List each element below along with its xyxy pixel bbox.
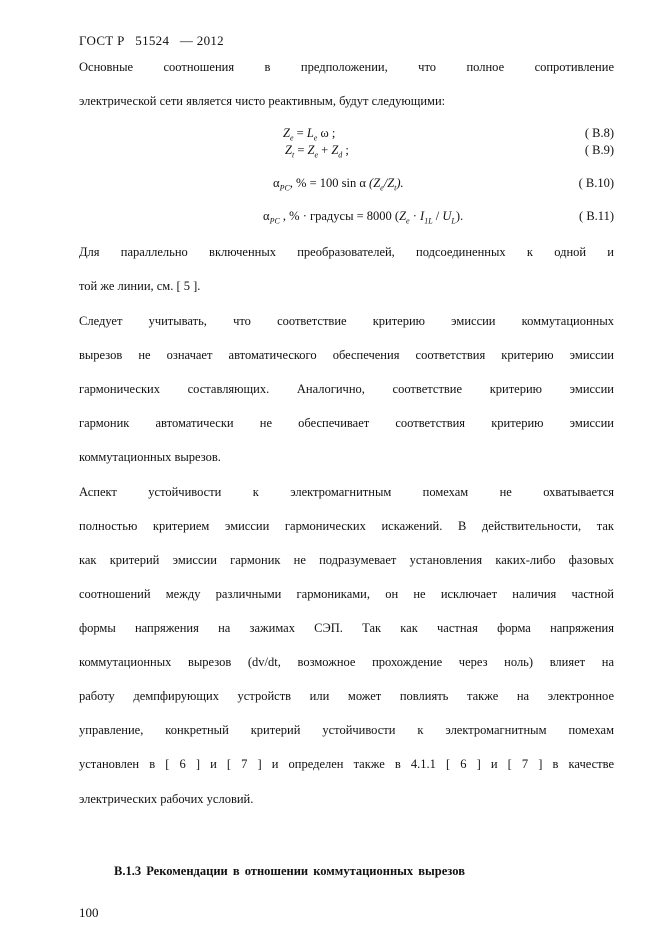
paragraph-line: как критерий эмиссии гармоник не подразумевает установления каких-либо фазовых xyxy=(79,553,614,567)
equation-b8: $Z_e = L_e$ ω ; xyxy=(283,126,336,143)
paragraph-line: той же линии, см. [ 5 ]. xyxy=(79,279,201,293)
paragraph-line: Следует учитывать, что соответствие критерию эмиссии коммутационных xyxy=(79,314,614,328)
equation-number: ( B.9) xyxy=(584,143,614,157)
paragraph-line: Основные соотношения в предположении, что полное сопротивление xyxy=(79,60,614,74)
paragraph-line: коммутационных вырезов. xyxy=(79,450,221,464)
equation-b10: $\alpha_{PC}$, % = 100 sin α $(Z_e/Z_t)$. xyxy=(273,176,404,193)
paragraph-line: электрической сети является чисто реактивным, будут следующими: xyxy=(79,94,446,108)
equation-b9: $Z_t = Z_e + Z_d$ ; xyxy=(285,143,349,160)
page-header: ГОСТ Р 51524 — 2012 xyxy=(79,33,224,48)
paragraph-line: гармоник автоматически не обеспечивает соответствия критерию эмиссии xyxy=(79,416,614,430)
paragraph-line: коммутационных вырезов (dv/dt, возможное прохождение через ноль) влияет на xyxy=(79,655,614,669)
section-heading: B.1.3 Рекомендации в отношении коммутационных вырезов xyxy=(114,864,465,878)
paragraph-line: электрических рабочих условий. xyxy=(79,792,254,806)
paragraph-line: установлен в [ 6 ] и [ 7 ] и определен также в 4.1.1 [ 6 ] и [ 7 ] в качестве xyxy=(79,757,614,771)
equation-b11: $\alpha_{PC}$ , % · градусы = 8000 $(Z_e \cdot I_{1L} / U_L)$. xyxy=(263,209,464,226)
paragraph-line: Для параллельно включенных преобразователей, подсоединенных к одной и xyxy=(79,245,614,259)
page-number: 100 xyxy=(79,905,99,920)
paragraph-line: вырезов не означает автоматического обеспечения соответствия критерию эмиссии xyxy=(79,348,614,362)
paragraph-line: полностью критерием эмиссии гармонических искажений. В действительности, так xyxy=(79,519,614,533)
paragraph-line: формы напряжения на зажимах СЭП. Так как частная форма напряжения xyxy=(79,621,614,635)
paragraph-line: работу демпфирующих устройств или может повлиять также на электронное xyxy=(79,689,614,703)
paragraph-line: гармонических составляющих. Аналогично, соответствие критерию эмиссии xyxy=(79,382,614,396)
equation-number: ( B.10) xyxy=(578,176,614,190)
equation-number: ( B.8) xyxy=(584,126,614,140)
equation-number: ( B.11) xyxy=(579,209,614,223)
paragraph-line: соотношений между различными гармониками, он не исключает наличия частной xyxy=(79,587,614,601)
paragraph-line: Аспект устойчивости к электромагнитным помехам не охватывается xyxy=(79,485,614,499)
paragraph-line: управление, конкретный критерий устойчивости к электромагнитным помехам xyxy=(79,723,614,737)
